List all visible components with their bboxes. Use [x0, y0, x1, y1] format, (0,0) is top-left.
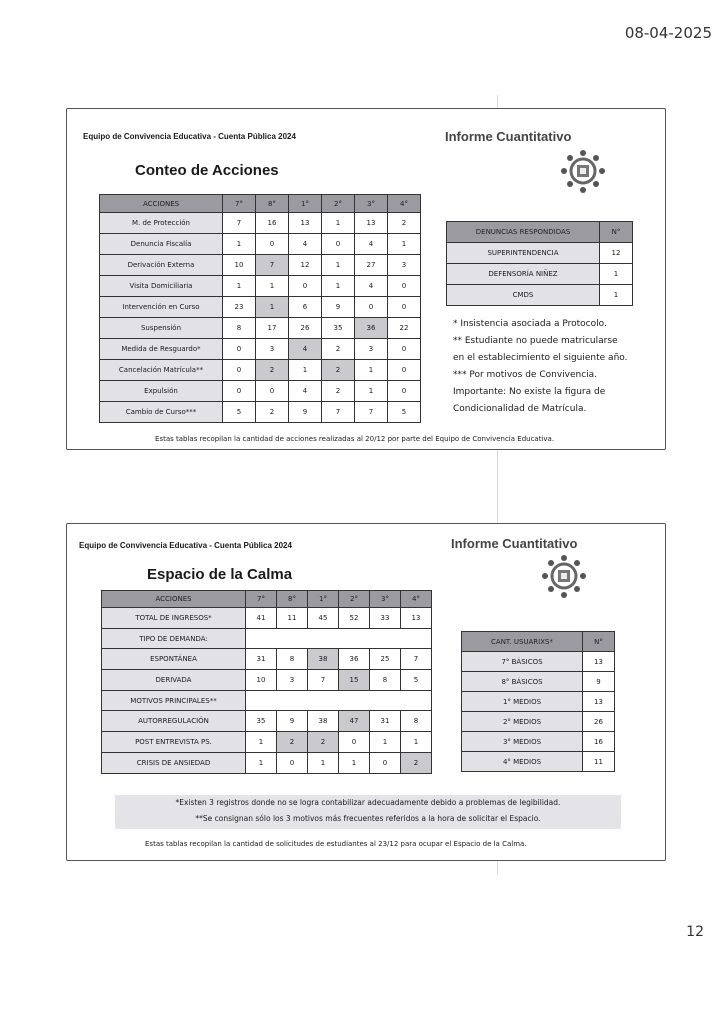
row-label: Derivación Externa: [100, 255, 223, 276]
org-title: Equipo de Convivencia Educativa - Cuenta Pública 2024: [79, 541, 292, 550]
table-row: [102, 608, 432, 629]
table-cell: 2: [256, 402, 289, 423]
table-cell: 0: [256, 381, 289, 402]
table-cell: 9: [289, 402, 322, 423]
table-cell: 1: [223, 234, 256, 255]
table-cell: 13: [401, 608, 432, 629]
table-cell: 0: [223, 360, 256, 381]
table-cell: 1: [256, 276, 289, 297]
table-cell: 0: [322, 234, 355, 255]
usuarios-table: [461, 631, 615, 772]
table-cell: 4: [289, 381, 322, 402]
table-cell: 7: [401, 649, 432, 670]
acciones-table: [99, 194, 421, 423]
table-cell: 11: [583, 752, 615, 772]
table-cell: 31: [246, 649, 277, 670]
table-cell: 35: [246, 711, 277, 732]
note-line: *** Por motivos de Convivencia.: [453, 370, 598, 380]
row-label: 3° MEDIOS: [462, 732, 583, 752]
table-cell: 11: [277, 608, 308, 629]
table-cell: 3: [388, 255, 421, 276]
table-row: [462, 672, 615, 692]
table-row: [462, 712, 615, 732]
table-cell: 1: [401, 732, 432, 753]
table-row: [102, 711, 432, 732]
row-label: Cancelación Matrícula**: [100, 360, 223, 381]
table-cell: 8: [370, 670, 401, 691]
table-row: [100, 276, 421, 297]
row-label: Intervención en Curso: [100, 297, 223, 318]
table-cell: 0: [223, 339, 256, 360]
org-title: Equipo de Convivencia Educativa - Cuenta Pública 2024: [83, 132, 296, 141]
row-label: Denuncia Fiscalía: [100, 234, 223, 255]
table-cell: 0: [388, 276, 421, 297]
table-cell: 38: [308, 649, 339, 670]
table-cell: 12: [600, 243, 633, 264]
row-label: Medida de Resguardo*: [100, 339, 223, 360]
table-cell: 52: [339, 608, 370, 629]
table-cell: 2: [401, 753, 432, 774]
table-cell: 4: [289, 339, 322, 360]
table-cell: 10: [246, 670, 277, 691]
table-cell: 47: [339, 711, 370, 732]
row-label: Cambio de Curso***: [100, 402, 223, 423]
column-header: DENUNCIAS RESPONDIDAS: [447, 222, 600, 243]
column-header: N°: [583, 632, 615, 652]
column-header: ACCIONES: [102, 591, 246, 608]
table-row: [100, 381, 421, 402]
table-row: [102, 732, 432, 753]
table-cell: 7: [223, 213, 256, 234]
table-cell: 0: [388, 339, 421, 360]
section-label: TIPO DE DEMANDA:: [102, 629, 246, 649]
row-label: SUPERINTENDENCIA: [447, 243, 600, 264]
table-cell: 1: [308, 753, 339, 774]
row-label: 2° MEDIOS: [462, 712, 583, 732]
table-cell: 13: [583, 692, 615, 712]
column-header: 2°: [322, 195, 355, 213]
table-row: [102, 629, 432, 649]
table-row: [447, 243, 633, 264]
denuncias-table: [446, 221, 633, 306]
table-row: [462, 732, 615, 752]
column-header: CANT. USUARIXS*: [462, 632, 583, 652]
table-cell: 1: [246, 753, 277, 774]
table-cell: 1: [322, 276, 355, 297]
table-cell: 0: [289, 276, 322, 297]
table-cell: 2: [308, 732, 339, 753]
table-cell: 33: [370, 608, 401, 629]
column-header: 8°: [256, 195, 289, 213]
table-cell: 41: [246, 608, 277, 629]
table-cell: 1: [339, 753, 370, 774]
table-cell: 2: [277, 732, 308, 753]
table-row: [462, 692, 615, 712]
column-header: ACCIONES: [100, 195, 223, 213]
row-label: 8° BÁSICOS: [462, 672, 583, 692]
table-cell: 4: [355, 276, 388, 297]
table-cell: 1: [370, 732, 401, 753]
column-header: N°: [600, 222, 633, 243]
row-label: TOTAL DE INGRESOS*: [102, 608, 246, 629]
table-cell: 10: [223, 255, 256, 276]
table-cell: 5: [223, 402, 256, 423]
table-row: [462, 752, 615, 772]
table-cell: 16: [256, 213, 289, 234]
column-header: 3°: [370, 591, 401, 608]
page-number: 12: [686, 924, 704, 940]
informe-title: Informe Cuantitativo: [451, 536, 578, 551]
table-cell: 8: [277, 649, 308, 670]
table-cell: 1: [600, 285, 633, 306]
table-caption: Estas tablas recopilan la cantidad de acciones realizadas al 20/12 por parte del Equipo de Convivencia Educativa.: [155, 435, 555, 443]
table-cell: 38: [308, 711, 339, 732]
table-cell: 9: [583, 672, 615, 692]
row-label: CRISIS DE ANSIEDAD: [102, 753, 246, 774]
table-row: [100, 255, 421, 276]
row-label: AUTORREGULACIÓN: [102, 711, 246, 732]
table-cell: 0: [355, 297, 388, 318]
note-line: * Insistencia asociada a Protocolo.: [453, 319, 607, 329]
row-label: 4° MEDIOS: [462, 752, 583, 772]
table-cell: 8: [401, 711, 432, 732]
table-cell: 3: [277, 670, 308, 691]
school-logo-icon: [540, 554, 588, 600]
row-label: Expulsión: [100, 381, 223, 402]
row-label: Visita Domiciliaria: [100, 276, 223, 297]
table-row: [100, 318, 421, 339]
calma-table: [101, 590, 432, 774]
table-cell: 1: [355, 360, 388, 381]
table-cell: 1: [289, 360, 322, 381]
table-cell: 6: [289, 297, 322, 318]
note-line: ** Estudiante no puede matricularse: [453, 336, 618, 346]
table-cell: 2: [388, 213, 421, 234]
table-cell: 0: [223, 381, 256, 402]
informe-title: Informe Cuantitativo: [445, 129, 572, 144]
notes-block: [453, 316, 627, 418]
table-cell: 13: [583, 652, 615, 672]
table-row: [102, 670, 432, 691]
table-cell: 7: [355, 402, 388, 423]
table-cell: 0: [256, 234, 289, 255]
table-cell: 7: [308, 670, 339, 691]
row-label: POST ENTREVISTA PS.: [102, 732, 246, 753]
table-row: [100, 297, 421, 318]
table-cell: 45: [308, 608, 339, 629]
row-label: 7° BÁSICOS: [462, 652, 583, 672]
table-cell: 8: [223, 318, 256, 339]
table-row: [100, 213, 421, 234]
table-cell: 0: [388, 381, 421, 402]
column-header: 7°: [223, 195, 256, 213]
table-cell: 2: [322, 360, 355, 381]
table-cell: 2: [322, 339, 355, 360]
table-cell: 36: [355, 318, 388, 339]
footnotes-box: [115, 795, 621, 829]
table-row: [100, 234, 421, 255]
table-cell: 1: [223, 276, 256, 297]
table-cell: 0: [388, 297, 421, 318]
table-cell: 15: [339, 670, 370, 691]
row-label: DEFENSORÍA NIÑEZ: [447, 264, 600, 285]
table-cell: 26: [289, 318, 322, 339]
table-row: [100, 339, 421, 360]
table-cell: 35: [322, 318, 355, 339]
column-header: 7°: [246, 591, 277, 608]
footnote-line: *Existen 3 registros donde no se logra contabilizar adecuadamente debido a problemas de legibilidad.: [175, 798, 561, 807]
column-header: 2°: [339, 591, 370, 608]
section-title: Espacio de la Calma: [147, 566, 293, 583]
table-cell: 5: [388, 402, 421, 423]
table-cell: 3: [256, 339, 289, 360]
table-cell: 22: [388, 318, 421, 339]
table-cell: 1: [322, 255, 355, 276]
table-cell: 5: [401, 670, 432, 691]
section-blank: [246, 629, 432, 649]
table-cell: 12: [289, 255, 322, 276]
table-row: [100, 402, 421, 423]
table-cell: 1: [246, 732, 277, 753]
table-row: [102, 649, 432, 670]
note-line: en el establecimiento el siguiente año.: [453, 353, 628, 363]
table-cell: 2: [256, 360, 289, 381]
table-row: [102, 753, 432, 774]
row-label: Suspensión: [100, 318, 223, 339]
table-cell: 0: [339, 732, 370, 753]
table-cell: 36: [339, 649, 370, 670]
column-header: 1°: [308, 591, 339, 608]
row-label: CMDS: [447, 285, 600, 306]
table-cell: 26: [583, 712, 615, 732]
table-cell: 1: [600, 264, 633, 285]
section-label: MOTIVOS PRINCIPALES**: [102, 691, 246, 711]
table-cell: 1: [388, 234, 421, 255]
table-cell: 25: [370, 649, 401, 670]
table-cell: 17: [256, 318, 289, 339]
column-header: 1°: [289, 195, 322, 213]
table-cell: 3: [355, 339, 388, 360]
table-cell: 7: [322, 402, 355, 423]
table-cell: 9: [277, 711, 308, 732]
note-line: Importante: No existe la figura de: [453, 387, 606, 397]
table-row: [100, 360, 421, 381]
table-cell: 4: [289, 234, 322, 255]
row-label: ESPONTÁNEA: [102, 649, 246, 670]
table-cell: 13: [355, 213, 388, 234]
table-cell: 31: [370, 711, 401, 732]
table-cell: 1: [322, 213, 355, 234]
table-cell: 23: [223, 297, 256, 318]
table-cell: 2: [322, 381, 355, 402]
column-header: 4°: [401, 591, 432, 608]
table-cell: 27: [355, 255, 388, 276]
table-row: [447, 285, 633, 306]
note-line: Condicionalidad de Matrícula.: [453, 404, 587, 414]
table-cell: 0: [388, 360, 421, 381]
document-date: 08-04-2025: [624, 24, 712, 42]
table-row: [462, 652, 615, 672]
table-cell: 1: [355, 381, 388, 402]
table-cell: 9: [322, 297, 355, 318]
section-blank: [246, 691, 432, 711]
table-cell: 1: [256, 297, 289, 318]
row-label: DERIVADA: [102, 670, 246, 691]
slide-conteo-acciones: [66, 108, 666, 450]
table-row: [447, 264, 633, 285]
table-cell: 13: [289, 213, 322, 234]
table-caption: Estas tablas recopilan la cantidad de solicitudes de estudiantes al 23/12 para ocupar el Espacio de la Calma.: [145, 840, 527, 848]
table-row: [102, 691, 432, 711]
section-title: Conteo de Acciones: [135, 162, 279, 179]
column-header: 3°: [355, 195, 388, 213]
column-header: 8°: [277, 591, 308, 608]
table-cell: 0: [370, 753, 401, 774]
row-label: 1° MEDIOS: [462, 692, 583, 712]
row-label: M. de Protección: [100, 213, 223, 234]
table-cell: 7: [256, 255, 289, 276]
table-cell: 16: [583, 732, 615, 752]
footnote-line: **Se consignan sólo los 3 motivos más frecuentes referidos a la hora de solicitar el Espacio.: [195, 814, 541, 823]
table-cell: 0: [277, 753, 308, 774]
table-cell: 4: [355, 234, 388, 255]
column-header: 4°: [388, 195, 421, 213]
school-logo-icon: [560, 149, 606, 195]
